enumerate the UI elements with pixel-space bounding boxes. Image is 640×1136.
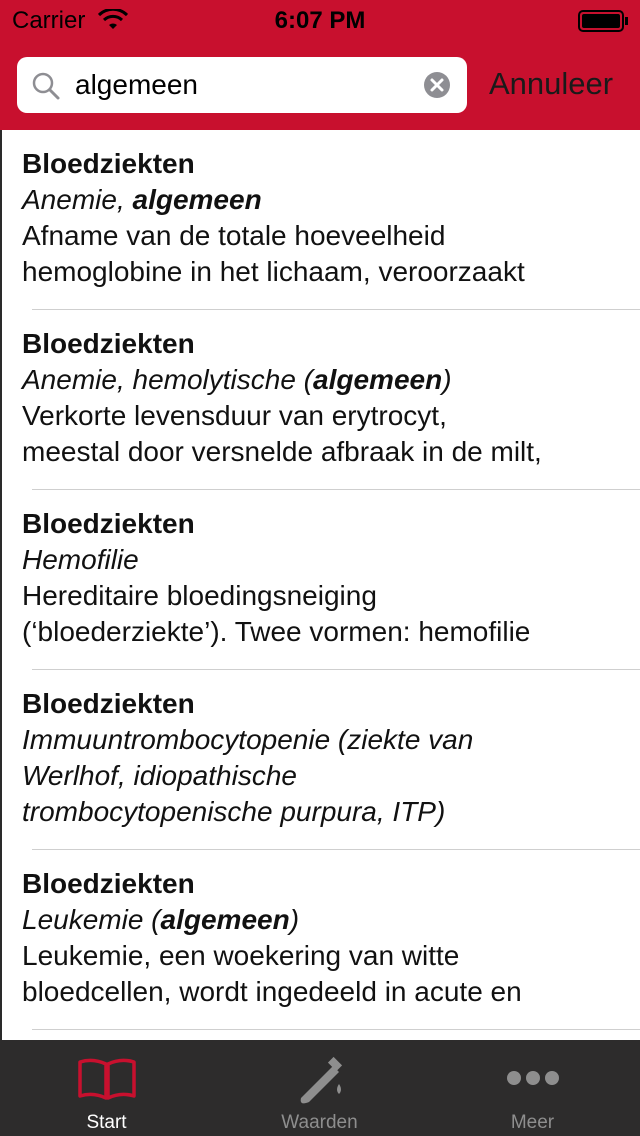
search-icon <box>31 71 61 101</box>
list-item[interactable] <box>2 490 640 670</box>
carrier-label: Carrier <box>12 7 86 34</box>
list-item[interactable] <box>2 310 640 490</box>
tab-start[interactable] <box>0 1040 213 1136</box>
result-description: Leukemie, een woekering van witte <box>22 940 460 971</box>
tab-label: Waarden <box>281 1112 358 1133</box>
result-category: Bloedziekten <box>22 328 195 359</box>
tab-meer[interactable] <box>426 1040 639 1136</box>
more-icon <box>502 1054 564 1104</box>
results-list[interactable] <box>0 130 640 1040</box>
result-title: Anemie, hemolytische (algemeen) <box>22 364 452 395</box>
result-title: trombocytopenische purpura, ITP) <box>22 796 446 827</box>
result-description: (‘bloederziekte’). Twee vormen: hemofilie <box>22 616 531 647</box>
list-item[interactable] <box>2 850 640 1030</box>
tab-bar <box>0 1040 640 1136</box>
result-description: meestal door versnelde afbraak in de milt, <box>22 436 542 467</box>
flask-icon <box>289 1054 351 1104</box>
result-description: Hereditaire bloedingsneiging <box>22 580 377 611</box>
tab-label: Meer <box>510 1112 555 1133</box>
tab-label: Start <box>86 1112 127 1133</box>
result-title: Anemie, algemeen <box>22 184 262 215</box>
result-description: bloedcellen, wordt ingedeeld in acute en <box>22 976 522 1007</box>
tab-waarden[interactable] <box>213 1040 426 1136</box>
result-category: Bloedziekten <box>22 148 195 179</box>
status-bar <box>0 0 640 40</box>
search-input[interactable] <box>75 65 415 105</box>
result-category: Bloedziekten <box>22 508 195 539</box>
battery-icon <box>578 9 630 33</box>
header-bar <box>0 0 640 130</box>
list-item[interactable] <box>2 130 640 310</box>
result-description: Verkorte levensduur van erytrocyt, <box>22 400 447 431</box>
list-item[interactable] <box>2 670 640 850</box>
result-description: hemoglobine in het lichaam, veroorzaakt <box>22 256 525 287</box>
status-time: 6:07 PM <box>274 7 366 34</box>
result-title: Werlhof, idiopathische <box>22 760 297 791</box>
result-category: Bloedziekten <box>22 688 195 719</box>
clear-icon[interactable] <box>423 71 451 99</box>
result-title: Leukemie (algemeen) <box>22 904 300 935</box>
result-category: Bloedziekten <box>22 868 195 899</box>
result-description: Afname van de totale hoeveelheid <box>22 220 446 251</box>
search-box[interactable] <box>17 57 467 113</box>
cancel-button[interactable]: Annuleer <box>489 64 613 104</box>
result-title: Hemofilie <box>22 544 139 575</box>
result-title: Immuuntrombocytopenie (ziekte van <box>22 724 474 755</box>
book-icon <box>76 1054 138 1104</box>
